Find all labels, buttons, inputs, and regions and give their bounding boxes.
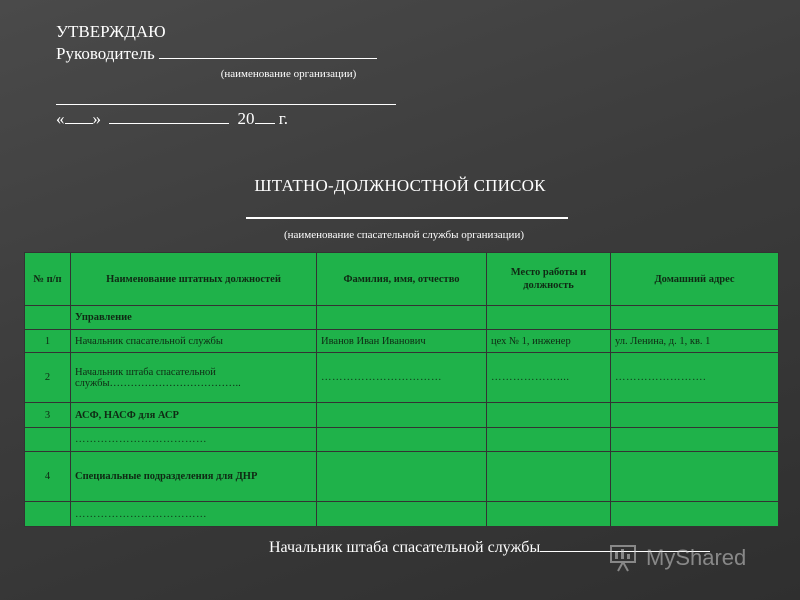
table-row bbox=[25, 502, 779, 527]
cell-name bbox=[317, 403, 487, 428]
cell-num bbox=[25, 502, 71, 527]
cell-name: Иванов Иван Иванович bbox=[317, 330, 487, 353]
date-year-prefix: 20 bbox=[237, 109, 255, 128]
cell-name bbox=[317, 428, 487, 452]
org-name-note: (наименование организации) bbox=[220, 68, 357, 80]
cell-workplace bbox=[487, 403, 611, 428]
table-row bbox=[25, 452, 779, 502]
table-header-row bbox=[25, 253, 779, 306]
cell-num: 1 bbox=[25, 330, 71, 353]
head-blank bbox=[159, 44, 377, 59]
cell-name bbox=[317, 306, 487, 330]
cell-address bbox=[611, 502, 779, 527]
cell-position: Специальные подразделения для ДНР bbox=[71, 452, 317, 502]
date-close-quote: » bbox=[92, 109, 101, 128]
cell-workplace bbox=[487, 428, 611, 452]
cell-address bbox=[611, 428, 779, 452]
cell-name bbox=[317, 502, 487, 527]
cell-workplace bbox=[487, 502, 611, 527]
footer-signature-label: Начальник штаба спасательной службы bbox=[269, 539, 541, 556]
service-name-note: (наименование спасательной службы организации) bbox=[283, 229, 524, 241]
header-name: Фамилия, имя, отчество bbox=[317, 253, 487, 306]
cell-num bbox=[25, 428, 71, 452]
cell-workplace: ……………….... bbox=[487, 353, 611, 403]
table-row bbox=[25, 306, 779, 330]
cell-workplace bbox=[487, 306, 611, 330]
table-row bbox=[25, 353, 779, 403]
cell-position: Начальник спасательной службы bbox=[71, 330, 317, 353]
staff-table bbox=[24, 252, 779, 527]
service-name-blank bbox=[246, 217, 568, 219]
header-position: Наименование штатных должностей bbox=[71, 253, 317, 306]
date-day-blank bbox=[65, 109, 93, 124]
watermark-text: MyShared bbox=[646, 545, 747, 570]
cell-position: ……………………………… bbox=[71, 502, 317, 527]
cell-address bbox=[611, 452, 779, 502]
date-open-quote: « bbox=[56, 109, 65, 128]
date-year-blank bbox=[255, 109, 275, 124]
head-signature-line bbox=[56, 44, 401, 64]
header-address: Домашний адрес bbox=[611, 253, 779, 306]
watermark-logo bbox=[610, 542, 780, 576]
cell-position: ……………………………… bbox=[71, 428, 317, 452]
header-workplace: Место работы и должность bbox=[487, 253, 611, 306]
cell-address: ……………………. bbox=[611, 353, 779, 403]
table-row bbox=[25, 403, 779, 428]
head-label: Руководитель bbox=[56, 44, 155, 63]
cell-position: Управление bbox=[71, 306, 317, 330]
cell-num: 4 bbox=[25, 452, 71, 502]
table-row bbox=[25, 428, 779, 452]
cell-num: 3 bbox=[25, 403, 71, 428]
cell-address bbox=[611, 403, 779, 428]
cell-position: АСФ, НАСФ для АСР bbox=[71, 403, 317, 428]
date-month-blank bbox=[109, 109, 229, 124]
cell-position: Начальник штаба спасательной службы……………………………….. bbox=[71, 353, 317, 403]
cell-workplace: цех № 1, инженер bbox=[487, 330, 611, 353]
cell-name bbox=[317, 452, 487, 502]
presentation-board-icon bbox=[610, 544, 640, 572]
org-name-blank bbox=[56, 80, 396, 105]
cell-num: 2 bbox=[25, 353, 71, 403]
date-year-suffix: г. bbox=[278, 109, 289, 128]
table-row bbox=[25, 330, 779, 353]
cell-address bbox=[611, 306, 779, 330]
cell-address: ул. Ленина, д. 1, кв. 1 bbox=[611, 330, 779, 353]
document-title: ШТАТНО-ДОЛЖНОСТНОЙ СПИСОК bbox=[254, 176, 546, 195]
header-num: № п/п bbox=[25, 253, 71, 306]
cell-num bbox=[25, 306, 71, 330]
approval-heading: УТВЕРЖДАЮ bbox=[56, 22, 166, 41]
cell-name: …………………………… bbox=[317, 353, 487, 403]
approval-date bbox=[56, 109, 401, 129]
approval-block bbox=[56, 22, 401, 129]
cell-workplace bbox=[487, 452, 611, 502]
